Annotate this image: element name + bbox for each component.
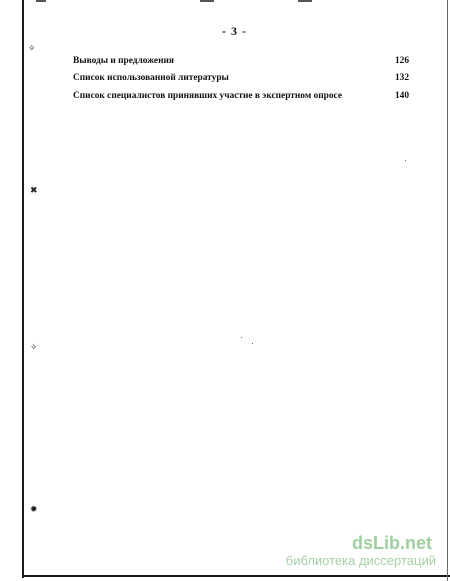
scan-edge-left [22,0,24,578]
watermark [272,533,442,573]
page-number: - 3 - [222,24,247,38]
watermark-logo: dsLib.net [352,533,432,553]
scan-speck [252,343,253,344]
binder-mark-icon: ✹ [30,505,38,515]
toc-row-page: 126 [394,56,409,66]
scan-edge-bottom [22,575,450,577]
top-scan-marks [0,0,450,4]
toc-row [73,91,409,105]
scan-speck [405,160,406,161]
binder-mark-icon: ✧ [28,44,36,54]
scan-edge-right [447,0,448,581]
toc-row-title: Список специалистов принявших участие в экспертном опросе [73,91,342,101]
toc-row [73,56,409,70]
watermark-subtitle: библиотека диссертаций [285,553,436,568]
binder-mark-icon: ✖ [30,186,38,196]
toc-row-page: 132 [394,73,409,83]
toc-row [73,73,409,87]
binder-mark-icon: ✧ [30,343,38,353]
scan-speck [241,337,242,338]
toc-row-title: Список использованной литературы [73,73,229,83]
toc-row-title: Выводы и предложения [73,56,174,66]
toc-row-page: 140 [394,91,409,101]
